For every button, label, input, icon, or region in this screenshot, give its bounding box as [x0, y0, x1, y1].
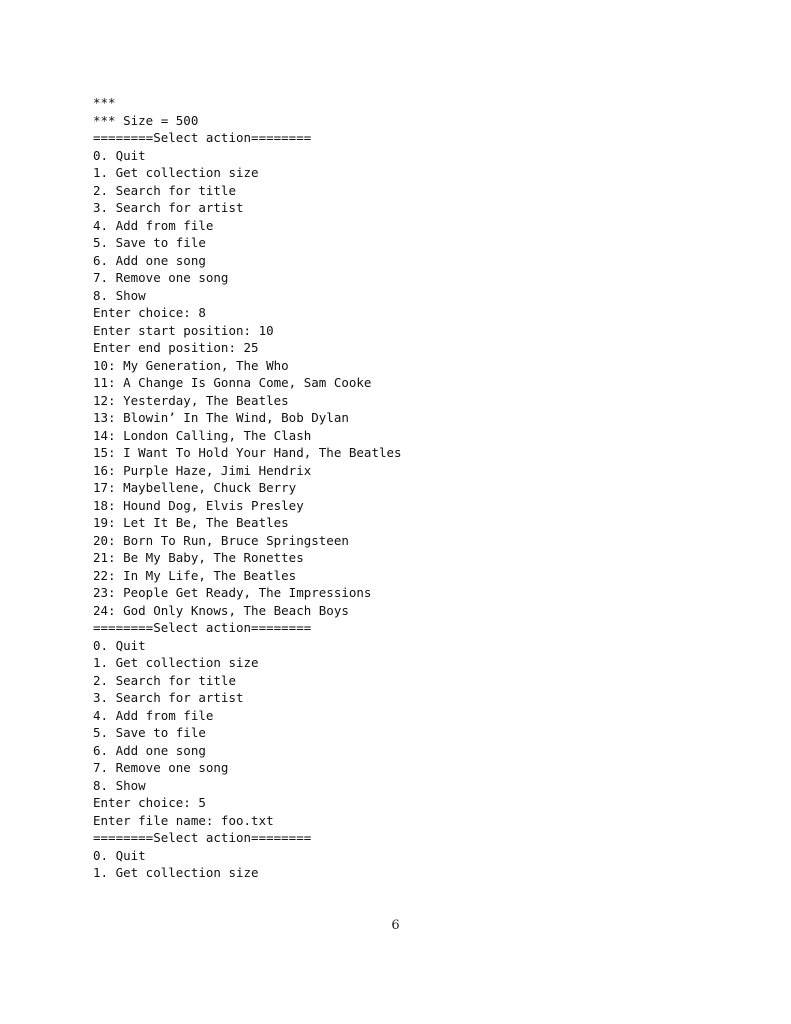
- transcript-line: 4. Add from file: [93, 707, 214, 723]
- transcript-line: Enter choice: 8: [93, 305, 206, 320]
- transcript-line: 0. Quit: [93, 637, 146, 653]
- transcript-line: 7. Remove one song: [93, 270, 229, 285]
- transcript-line: 11: A Change Is Gonna Come, Sam Cooke: [93, 375, 372, 390]
- transcript-line: 14: London Calling, The Clash: [93, 427, 312, 443]
- transcript-line: *** Size = 500: [93, 112, 199, 128]
- transcript-line: 8. Show: [93, 287, 146, 303]
- console-transcript: [93, 94, 402, 882]
- transcript-line: 6. Add one song: [93, 742, 206, 758]
- transcript-line: 21: Be My Baby, The Ronettes: [93, 550, 304, 565]
- transcript-line: 5. Save to file: [93, 725, 206, 740]
- transcript-line: Enter choice: 5: [93, 795, 206, 810]
- transcript-line: 7. Remove one song: [93, 760, 229, 775]
- transcript-line: Enter end position: 25: [93, 340, 259, 355]
- transcript-line: 16: Purple Haze, Jimi Hendrix: [93, 462, 312, 478]
- transcript-line: 1. Get collection size: [93, 655, 259, 670]
- transcript-line: 13: Blowin’ In The Wind, Bob Dylan: [93, 410, 349, 425]
- transcript-line: 1. Get collection size: [93, 865, 259, 880]
- transcript-line: 8. Show: [93, 777, 146, 793]
- transcript-line: 23: People Get Ready, The Impressions: [93, 585, 372, 600]
- transcript-line: 17: Maybellene, Chuck Berry: [93, 480, 297, 495]
- transcript-line: 3. Search for artist: [93, 690, 244, 705]
- transcript-line: 1. Get collection size: [93, 165, 259, 180]
- transcript-line: 0. Quit: [93, 147, 146, 163]
- transcript-line: Enter file name: foo.txt: [93, 812, 274, 828]
- transcript-line: 24: God Only Knows, The Beach Boys: [93, 602, 349, 618]
- transcript-line: 4. Add from file: [93, 217, 214, 233]
- page-number: 6: [391, 918, 400, 933]
- transcript-line: 6. Add one song: [93, 252, 206, 268]
- transcript-line: 10: My Generation, The Who: [93, 357, 289, 373]
- transcript-line: 20: Born To Run, Bruce Springsteen: [93, 532, 349, 548]
- transcript-line: ========Select action========: [93, 830, 312, 845]
- transcript-line: ***: [93, 95, 116, 110]
- transcript-line: 18: Hound Dog, Elvis Presley: [93, 497, 304, 513]
- transcript-line: 12: Yesterday, The Beatles: [93, 392, 289, 408]
- transcript-line: ========Select action========: [93, 130, 312, 145]
- transcript-line: ========Select action========: [93, 620, 312, 635]
- transcript-line: Enter start position: 10: [93, 322, 274, 338]
- transcript-line: 0. Quit: [93, 847, 146, 863]
- transcript-line: 3. Search for artist: [93, 200, 244, 215]
- transcript-line: 2. Search for title: [93, 672, 236, 688]
- transcript-line: 22: In My Life, The Beatles: [93, 567, 297, 583]
- transcript-line: 19: Let It Be, The Beatles: [93, 515, 289, 530]
- transcript-line: 15: I Want To Hold Your Hand, The Beatles: [93, 445, 402, 460]
- transcript-line: 2. Search for title: [93, 182, 236, 198]
- transcript-line: 5. Save to file: [93, 235, 206, 250]
